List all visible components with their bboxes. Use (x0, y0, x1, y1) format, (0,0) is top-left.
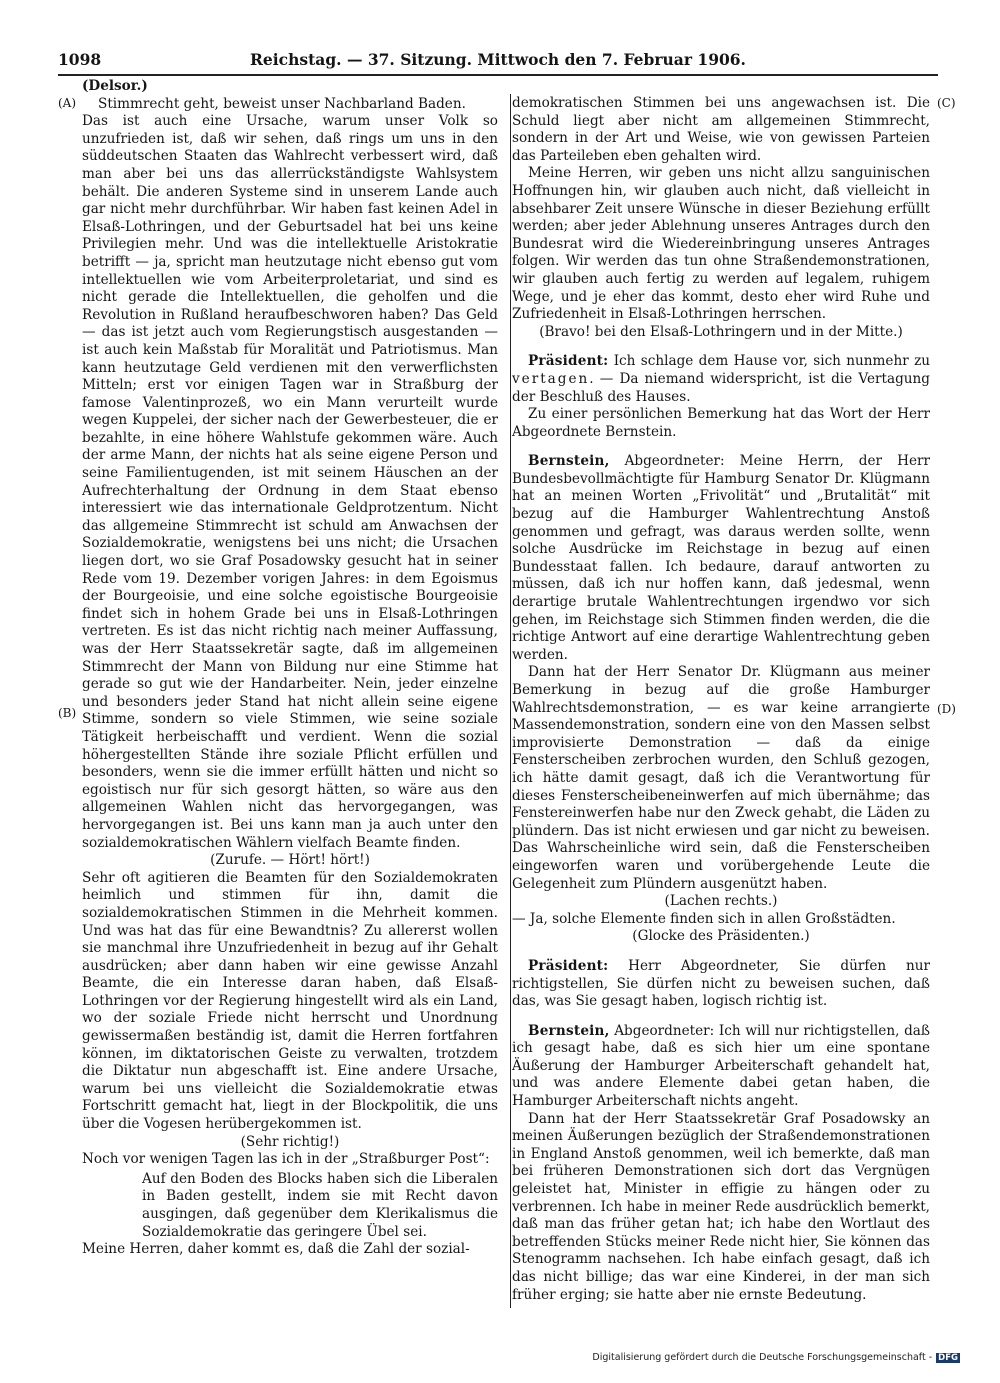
interjection: (Zurufe. — Hört! hört!) (210, 852, 370, 869)
interjection: (Lachen rechts.) (664, 893, 778, 910)
speech-bernstein (512, 1023, 930, 1111)
speaker-name: Präsident: (528, 353, 609, 370)
footer-text: Digitalisierung gefördert durch die Deutsche Forschungsgemeinschaft - (592, 1352, 933, 1363)
paragraph: Dann hat der Herr Senator Dr. Klügmann aus meiner Bemerkung in bezug auf die große Hamburger Wahlrechtsdemonstration, — es war keine arrangierte Massendemonstration, sondern eine von den Massen selbst improvisierte Demonstration — daß da einige Fensterscheiben zerbrochen wurden, den Schluß gezogen, ich hätte damit gesagt, daß ich die Verantwortung für dieses Fensterscheibeneinwerfen auf mich übernähme; das Fenstereinwerfen habe nur den Zweck gehabt, die Läden zu plündern. Das ist nicht erwiesen und gar nicht zu beweisen. Das Wahrscheinliche wird sein, daß die Fensterscheiben eingeworfen waren und vorübergehende Leute die Gelegenheit zum Plündern ausgenützt haben. (512, 664, 930, 892)
speech-text: Abgeordneter: Ich will nur richtigstellen, daß ich gesagt habe, daß es sich hier um eine spontane Äußerung der Hamburger Arbeiterschaft gehandelt hat, und was andere Elemente dabei getan haben, die Hamburger Arbeiterschaft nichts angeht. (512, 1022, 930, 1110)
dfg-logo: DFG (938, 1353, 958, 1363)
margin-marker-a: (A) (58, 96, 77, 110)
page-number: 1098 (58, 50, 102, 69)
paragraph: demokratischen Stimmen bei uns angewachsen ist. Die Schuld liegt aber nicht am allgemeinen Stimmrecht, sondern in der Art und Weise, wie von gewissen Parteien das Parteileben eben gehalten wird. (512, 95, 930, 164)
margin-marker-b: (B) (58, 706, 77, 720)
speaker-name: Bernstein, (528, 1022, 610, 1039)
speech-text: . — Da niemand widerspricht, ist die Vertagung der Beschluß des Hauses. (512, 370, 930, 405)
margin-marker-c: (C) (937, 96, 956, 110)
speech-text: Herr Abgeordneter, Sie dürfen nur richtigstellen, Sie dürfen nicht zu beweisen suchen, daß das, was Sie gesagt haben, logisch richtig ist. (512, 957, 930, 1010)
right-column (512, 95, 930, 1304)
block-quote: Auf den Boden des Blocks haben sich die Liberalen in Baden gestellt, indem sie mit Recht davon ausgingen, daß gegenüber dem Klerikalismus die Sozialdemokratie das geringere Übel sei. (142, 1170, 498, 1240)
page-header (58, 50, 938, 72)
margin-marker-d: (D) (937, 702, 956, 716)
speech-president (512, 353, 930, 406)
digitization-footer (540, 1352, 960, 1366)
interjection: (Sehr richtig!) (240, 1133, 340, 1150)
speaker-name: Präsident: (528, 957, 609, 974)
paragraph: Stimmrecht geht, beweist unser Nachbarland Baden. (98, 95, 466, 112)
interjection: (Bravo! bei den Elsaß-Lothringern und in der Mitte.) (539, 323, 903, 340)
speech-emphasis: vertagen (512, 370, 590, 387)
paragraph: Sehr oft agitieren die Beamten für den Sozialdemokraten heimlich und stimmen für ihn, damit die sozialdemokratischen Stimmen in die Mehrheit kommen. Und was hat das für eine Bewandtnis? Zu allererst wollen sie manchmal ihre Unzufriedenheit in bezug auf ihr Gehalt ausdrücken; aber dann haben wir eine gewisse Anzahl Beamte, die ein Interesse daran haben, daß Elsaß-Lothringen vor der Regierung hingestellt wird als ein Land, wo der soziale Friede nicht herrscht und Unordnung gewissermaßen beständig ist, damit die Herren fortfahren können, im diktatorischen Geiste zu verwalten, trotzdem die Diktatur nun abgeschafft ist. Eine andere Ursache, warum bei uns vielleicht die Sozialdemokratie etwas Fortschritt gemacht hat, liegt in der Blockpolitik, die uns über die Vogesen herübergekommen ist. (82, 869, 498, 1133)
speaker-tag: (Delsor.) (82, 78, 148, 94)
speaker-name: Bernstein, (528, 453, 610, 470)
paragraph: Dann hat der Herr Staatssekretär Graf Posadowsky an meinen Äußerungen bezüglich der Straßendemonstrationen in England Anstoß genommen, weil ich bemerkte, daß man bei früheren Demonstrationen sich dort das Vergnügen geleistet hat, Minister in effigie zu hängen oder zu verbrennen. Ich habe in meiner Rede ausdrücklich bemerkt, daß man das früher getan hat; ich habe den Wortlaut des betreffenden Stücks meiner Rede nicht hier, Sie können das Stenogramm nachsehen. Ich habe einfach gesagt, daß ich das nicht billige; das war eine Kinderei, in der man sich früher erging; sie hatte aber nie ernste Bedeutung. (512, 1110, 930, 1303)
paragraph: Das ist auch eine Ursache, warum unser Volk so unzufrieden ist, daß wir sehen, daß rings um uns in den süddeutschen Staaten das Wahlrecht verbessert wird, daß man aber bei uns das allerrückständigste Wahlsystem behält. Die anderen Systeme sind in unserem Lande auch gar nicht mehr durchführbar. Wir haben fast keinen Adel in Elsaß-Lothringen, und der Geburtsadel hat bei uns keine Privilegien mehr. Und was die intellektuelle Aristokratie betrifft — ja, spricht man heutzutage nicht ebenso gut vom intellektuellen wie vom Arbeiterproletariat, und sind es nicht gerade die Intellektuellen, die geholfen und die Revolution in Rußland heraufbeschworen haben? Das Geld — das ist jetzt auch vom Regierungstisch ausgestanden — ist auch kein Maßstab für Moralität und Patriotismus. Man kann heutzutage Geld verdienen mit den verwerflichsten Mitteln; erst vor einigen Tagen war in Straßburg der famose Valentinprozeß, wo ein Mann verurteilt wurde wegen Kuppelei, der sicher nach der Gewerbesteuer, die er bezahlte, in eine höhere Wahlstufe gekommen wäre. Auch der arme Mann, der nichts hat als seine eigene Person und seine Familientugenden, ist mit seinem Häuschen an der Aufrechterhaltung der Ordnung in dem Staat ebenso interessiert wie das internationale Geldprotzentum. Nicht das allgemeine Stimmrecht ist schuld am Anwachsen der Sozialdemokratie, wenigstens bei uns nicht; die Ursachen liegen dort, wo sie Graf Posadowsky gesucht hat in seiner Rede vom 19. Dezember vorigen Jahres: in dem Egoismus der Bourgeoisie, und eine solche egoistische Bourgeoisie findet sich in hohem Grade bei uns in Elsaß-Lothringen vertreten. Es ist das nicht richtig nach meiner Auffassung, was der Herr Staatssekretär sagte, daß im allgemeinen Stimmrecht der Mann von Bildung nur eine Stimme hat gerade so gut wie der Handarbeiter. Nein, jeder einzelne und besonders jeder Stand hat nicht allein seine eigene Stimme, sondern so viele Stimmen, wie seine soziale Tätigkeit herbeischafft und verdient. Wenn die sozial höhergestellten Stände ihre soziale Pflicht erfüllen und besonders, wenn sie die immer erfüllt hätten und nicht so egoistisch nur für sich gesorgt hätten, so wäre aus den allgemeinen Wahlen nicht das hervorgegangen, was hervorgegangen ist. Bei uns kann man ja auch unter den sozialdemokratischen Wählern vielfach Beamte finden. (82, 113, 498, 851)
speech-bernstein (512, 453, 930, 664)
speech-text: Abgeordneter: Meine Herrn, der Herr Bundesbevollmächtigte für Hamburg Senator Dr. Klügmann hat an meinen Worten „Frivolität“ und „Brutalität“ mit bezug auf die Hamburger Wahlentrechtung Anstoß genommen und gefragt, was daraus werden sollte, wenn solche Ausdrücke im Reichstage in bezug auf einen Bundesstaat fallen. Ich bedaure, darauf antworten zu müssen, daß ich nur hoffen kann, daß jedesmal, wenn derartige brutale Wahlentrechtungen irgendwo vor sich gehen, im Reichstage sich Stimmen finden werden, die die richtige Antwort auf eine derartige Wahlentrechtung geben werden. (512, 453, 930, 663)
paragraph: Meine Herren, wir geben uns nicht allzu sanguinischen Hoffnungen hin, wir glauben auch nicht, daß vielleicht in absehbarer Zeit unsere Wünsche in dieser Beziehung erfüllt werden; aber jeder Ablehnung unseres Antrages durch den Bundesrat wird die Wiedereinbringung unseres Antrages folgen. Wir werden das tun ohne Straßendemonstrationen, wir glauben auch fertig zu werden auf legalem, ruhigem Wege, und je eher das kommt, desto eher wird Ruhe und Zufriedenheit in Elsaß-Lothringen herrschen. (512, 165, 930, 323)
speech-president (512, 958, 930, 1011)
paragraph: Meine Herren, daher kommt es, daß die Zahl der sozial- (82, 1241, 470, 1258)
interjection: (Glocke des Präsidenten.) (632, 928, 810, 945)
paragraph: Zu einer persönlichen Bemerkung hat das Wort der Herr Abgeordnete Bernstein. (512, 406, 930, 440)
speech-text: Ich schlage dem Hause vor, sich nunmehr zu (613, 353, 930, 370)
page-title: Reichstag. — 37. Sitzung. Mittwoch den 7. Februar 1906. (250, 50, 746, 69)
header-rule (58, 74, 938, 76)
paragraph: — Ja, solche Elemente finden sich in allen Großstädten. (512, 910, 896, 927)
column-divider (510, 94, 511, 1308)
left-column (82, 78, 498, 1259)
paragraph: Noch vor wenigen Tagen las ich in der „Straßburger Post“: (82, 1151, 490, 1168)
